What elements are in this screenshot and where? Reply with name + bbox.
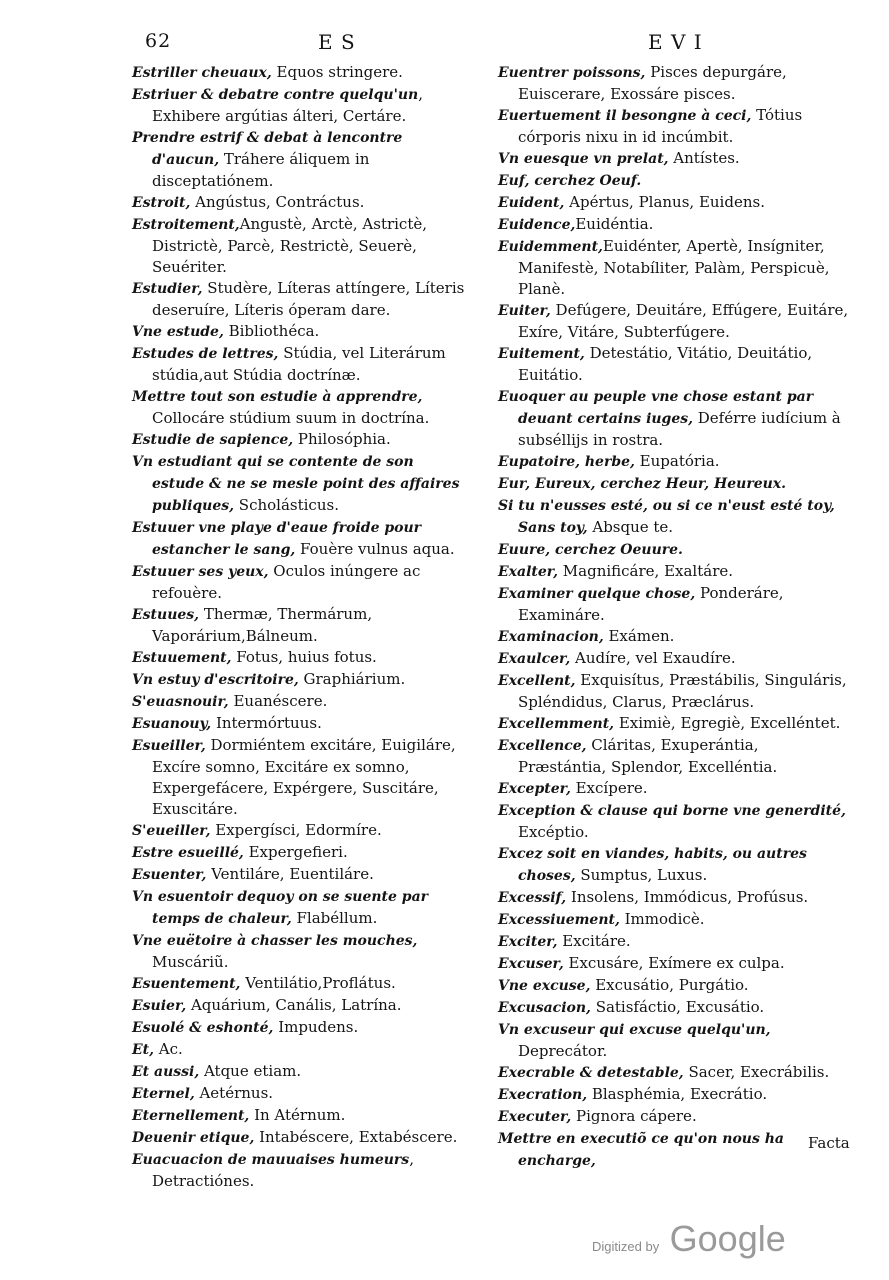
entry-headword: Excuser, — [498, 956, 564, 972]
dictionary-entry — [132, 343, 468, 386]
dictionary-entry — [132, 930, 468, 973]
entry-definition: Atque etiam. — [199, 1062, 302, 1080]
entry-definition: Eximiè, Egregiè, Excelléntet. — [614, 714, 841, 732]
entry-definition: Stúdia, vel Literárum stúdia,aut Stúdia doctrínæ. — [152, 344, 446, 384]
entry-headword: Et, — [132, 1042, 155, 1058]
entry-definition: Exámen. — [603, 627, 675, 645]
entry-headword: Excusacion, — [498, 1000, 591, 1016]
entry-definition: Fotus, huius fotus. — [231, 648, 377, 666]
entry-definition: Aetérnus. — [194, 1084, 274, 1102]
entry-headword: Estriller cheuaux, — [132, 65, 272, 81]
dictionary-entry — [498, 561, 850, 583]
entry-headword: Exciter, — [498, 934, 558, 950]
dictionary-entry — [498, 300, 850, 343]
entry-definition: In Atérnum. — [249, 1106, 346, 1124]
entry-headword: Estuuement, — [132, 650, 232, 666]
dictionary-entry — [498, 1084, 850, 1106]
dictionary-entry — [132, 886, 468, 930]
dictionary-entry — [132, 127, 468, 192]
entry-definition: Intermórtuus. — [211, 714, 322, 732]
entry-definition: Insolens, Immódicus, Profúsus. — [566, 888, 809, 906]
entry-headword: Estroitement, — [132, 217, 240, 233]
entry-headword: Eternellement, — [132, 1108, 250, 1124]
entry-definition: Pignora cápere. — [571, 1107, 697, 1125]
entry-definition: Exquisítus, Præstábilis, Singuláris, Spléndidus, Clarus, Præclárus. — [518, 671, 847, 711]
entry-definition: Equos stringere. — [271, 63, 403, 81]
entry-headword: Excellemment, — [498, 716, 615, 732]
entry-definition: Expergísci, Edormíre. — [210, 821, 382, 839]
entry-headword: Euiter, — [498, 303, 551, 319]
dictionary-entry — [498, 148, 850, 170]
entry-definition: Scholásticus. — [234, 496, 339, 514]
digitized-watermark — [592, 1218, 786, 1260]
entry-headword: Excez soit en viandes, habits, ou autres choses, — [498, 846, 807, 884]
entry-definition: , Exhibere argútias álteri, Certáre. — [152, 85, 423, 125]
left-column — [132, 62, 468, 1192]
dictionary-entry — [132, 691, 468, 713]
entry-definition: Eupatória. — [634, 452, 720, 470]
dictionary-entry — [498, 473, 850, 495]
entry-definition: Flabéllum. — [291, 909, 378, 927]
entry-headword: Estroit, — [132, 195, 191, 211]
dictionary-entry — [498, 735, 850, 778]
entry-definition: Fouère vulnus aqua. — [295, 540, 455, 558]
entry-headword: Vne excuse, — [498, 978, 591, 994]
entry-definition: Thermæ, Thermárum, Vaporárium,Bálneum. — [152, 605, 373, 645]
entry-headword: Euure, cerchez Oeuure. — [498, 542, 683, 558]
entry-headword: S'eueiller, — [132, 823, 211, 839]
dictionary-entry — [132, 62, 468, 84]
entry-headword: Mettre tout son estudie à apprendre, — [132, 389, 423, 405]
catchword: Facta — [808, 1134, 850, 1152]
entry-headword: Euf, cerchez Oeuf. — [498, 173, 642, 189]
dictionary-entry — [132, 713, 468, 735]
entry-headword: Euitement, — [498, 346, 585, 362]
dictionary-entry — [132, 820, 468, 842]
entry-definition: Sumptus, Luxus. — [575, 866, 708, 884]
dictionary-entry — [498, 1019, 850, 1062]
entry-headword: Mettre en executiõ ce qu'on nous ha encharge, — [498, 1131, 784, 1169]
dictionary-entry — [132, 864, 468, 886]
entry-definition: Oculos inúngere ac refouère. — [152, 562, 421, 602]
dictionary-entry — [132, 604, 468, 647]
entry-definition: Cláritas, Exuperántia, Præstántia, Splendor, Excelléntia. — [518, 736, 778, 776]
entry-definition: Magnificáre, Exaltáre. — [558, 562, 734, 580]
entry-definition: Excusáre, Exímere ex culpa. — [563, 954, 785, 972]
dictionary-entry — [132, 1149, 468, 1192]
entry-headword: Euident, — [498, 195, 565, 211]
dictionary-entry — [132, 1083, 468, 1105]
entry-headword: Vn estuy d'escritoire, — [132, 672, 299, 688]
dictionary-entry — [132, 386, 468, 429]
dictionary-entry — [132, 517, 468, 561]
dictionary-entry — [498, 192, 850, 214]
dictionary-entry — [498, 887, 850, 909]
google-logo-text: Google — [669, 1218, 786, 1259]
entry-headword: Exaulcer, — [498, 651, 571, 667]
entry-headword: Excessiuement, — [498, 912, 620, 928]
entry-definition: Defúgere, Deuitáre, Effúgere, Euitáre, Exíre, Vitáre, Subterfúgere. — [518, 301, 849, 341]
entry-headword: S'euasnouir, — [132, 694, 229, 710]
dictionary-entry — [498, 1062, 850, 1084]
dictionary-entry — [132, 973, 468, 995]
entry-headword: Prendre estrif & debat à lencontre d'aucun, — [132, 130, 403, 168]
dictionary-entry — [132, 1039, 468, 1061]
dictionary-entry — [498, 778, 850, 800]
entry-definition: Studère, Líteras attíngere, Líteris deseruíre, Líteris óperam dare. — [152, 279, 465, 319]
entry-headword: Esuenter, — [132, 867, 207, 883]
entry-headword: Estudie de sapience, — [132, 432, 294, 448]
dictionary-entry — [498, 931, 850, 953]
entry-headword: Vn estudiant qui se contente de son estude & ne se mesle point des affaires publiques, — [132, 454, 460, 514]
dictionary-entry — [498, 648, 850, 670]
dictionary-entry — [132, 1061, 468, 1083]
dictionary-entry — [498, 539, 850, 561]
entry-headword: Euidemment, — [498, 239, 603, 255]
entry-definition: Muscáriũ. — [152, 953, 229, 971]
dictionary-entry — [132, 321, 468, 343]
dictionary-entry — [498, 800, 850, 843]
dictionary-entry — [132, 669, 468, 691]
right-column — [498, 62, 850, 1172]
dictionary-entry — [498, 953, 850, 975]
entry-headword: Vn excuseur qui excuse quelqu'un, — [498, 1022, 771, 1038]
entry-headword: Eur, Eureux, cerchez Heur, Heureux. — [498, 476, 787, 492]
dictionary-entry — [132, 429, 468, 451]
entry-definition: Angustè, Arctè, Astrictè, Districtè, Parcè, Restrictè, Seuerè, Seuériter. — [152, 215, 428, 276]
entry-headword: Eupatoire, herbe, — [498, 454, 635, 470]
entry-headword: Esuanouy, — [132, 716, 212, 732]
entry-headword: Excellence, — [498, 738, 587, 754]
entry-definition: Angústus, Contráctus. — [190, 193, 365, 211]
entry-definition: Euanéscere. — [228, 692, 328, 710]
entry-headword: Estre esueillé, — [132, 845, 244, 861]
entry-definition: Excéptio. — [518, 823, 589, 841]
entry-definition: Ventiláre, Euentiláre. — [206, 865, 374, 883]
entry-definition: Ponderáre, Examináre. — [518, 584, 784, 624]
dictionary-entry — [498, 451, 850, 473]
entry-headword: Examiner quelque chose, — [498, 586, 696, 602]
entry-headword: Vn euesque vn prelat, — [498, 151, 669, 167]
entry-definition: Deférre iudícium à subséllijs in rostra. — [518, 409, 841, 449]
entry-headword: Esuolé & eshonté, — [132, 1020, 274, 1036]
entry-headword: Execrable & detestable, — [498, 1065, 684, 1081]
dictionary-entry — [498, 713, 850, 735]
dictionary-entry — [498, 997, 850, 1019]
entry-definition: Satisfáctio, Excusátio. — [590, 998, 765, 1016]
entry-headword: Estuuer ses yeux, — [132, 564, 269, 580]
entry-definition: Pisces depurgáre, Euiscerare, Exossáre pisces. — [518, 63, 787, 103]
entry-headword: Esuier, — [132, 998, 187, 1014]
entry-definition: Deprecátor. — [518, 1042, 608, 1060]
entry-definition: Apértus, Planus, Euidens. — [564, 193, 765, 211]
entry-definition: Immodicè. — [619, 910, 705, 928]
entry-definition: Antístes. — [668, 149, 740, 167]
dictionary-entry — [132, 278, 468, 321]
dictionary-entry — [498, 583, 850, 626]
entry-definition: Tótius córporis nixu in id incúmbit. — [518, 106, 803, 146]
entry-headword: Estudes de lettres, — [132, 346, 279, 362]
dictionary-entry — [498, 62, 850, 105]
entry-headword: Vn esuentoir dequoy on se suente par temps de chaleur, — [132, 889, 429, 927]
dictionary-entry — [132, 192, 468, 214]
entry-headword: Examinacion, — [498, 629, 604, 645]
entry-definition: Expergefieri. — [243, 843, 348, 861]
entry-headword: Excepter, — [498, 781, 571, 797]
entry-definition: Intabéscere, Extabéscere. — [254, 1128, 458, 1146]
dictionary-entry — [132, 84, 468, 127]
entry-headword: Execration, — [498, 1087, 588, 1103]
entry-headword: Vne estude, — [132, 324, 224, 340]
entry-definition: Aquárium, Canális, Latrína. — [186, 996, 402, 1014]
dictionary-entry — [498, 909, 850, 931]
entry-headword: Estuues, — [132, 607, 200, 623]
entry-definition: Bibliothéca. — [223, 322, 320, 340]
entry-definition: Excusátio, Purgátio. — [590, 976, 749, 994]
dictionary-entry — [498, 170, 850, 192]
entry-headword: Executer, — [498, 1109, 572, 1125]
dictionary-entry — [132, 995, 468, 1017]
entry-definition: Dormiéntem excitáre, Euigiláre, Excíre somno, Excitáre ex somno, Expergefácere, Expérgere, Suscitáre, Exuscitáre. — [152, 736, 456, 818]
dictionary-entry — [132, 1127, 468, 1149]
entry-headword: Euacuacion de mauuaises humeurs — [132, 1152, 410, 1168]
dictionary-entry — [132, 214, 468, 278]
dictionary-entry — [132, 561, 468, 604]
entry-headword: Et aussi, — [132, 1064, 200, 1080]
entry-definition: Detestátio, Vitátio, Deuitátio, Euitátio. — [518, 344, 813, 384]
entry-headword: Vne euëtoire à chasser les mouches, — [132, 933, 418, 949]
entry-definition: Graphiárium. — [298, 670, 406, 688]
entry-headword: Eternel, — [132, 1086, 195, 1102]
entry-definition: Impudens. — [273, 1018, 359, 1036]
entry-definition: Euidénter, Apertè, Insígniter, Manifestè, Notabíliter, Palàm, Perspicuè, Planè. — [518, 237, 830, 298]
page-number: 62 — [145, 30, 172, 52]
dictionary-entry — [498, 1106, 850, 1128]
entry-headword: Euidence, — [498, 217, 576, 233]
entry-headword: Euoquer au peuple vne chose estant par deuant certains iuges, — [498, 389, 814, 427]
entry-definition: , Detractiónes. — [152, 1150, 414, 1190]
entry-definition: Philosóphia. — [293, 430, 391, 448]
entry-headword: Esuentement, — [132, 976, 241, 992]
entry-definition: Ventilátio,Proflátus. — [240, 974, 396, 992]
dictionary-entry — [132, 451, 468, 517]
dictionary-entry — [498, 1128, 850, 1172]
entry-definition: Collocáre stúdium suum in doctrína. — [152, 409, 430, 427]
entry-definition: Audíre, vel Exaudíre. — [570, 649, 736, 667]
entry-headword: Exalter, — [498, 564, 559, 580]
entry-definition: Ac. — [154, 1040, 183, 1058]
entry-headword: Si tu n'eusses esté, ou si ce n'eust esté toy, Sans toy, — [498, 498, 835, 536]
entry-headword: Excessif, — [498, 890, 567, 906]
entry-headword: Excellent, — [498, 673, 576, 689]
dictionary-entry — [132, 842, 468, 864]
entry-definition: Sacer, Execrábilis. — [683, 1063, 830, 1081]
dictionary-entry — [498, 386, 850, 451]
entry-definition: Blasphémia, Execrátio. — [587, 1085, 768, 1103]
dictionary-entry — [498, 105, 850, 148]
entry-headword: Euertuement il besongne à ceci, — [498, 108, 752, 124]
watermark-small-text: Digitized by — [592, 1239, 660, 1254]
dictionary-entry — [498, 236, 850, 300]
dictionary-entry — [132, 735, 468, 820]
dictionary-entry — [498, 214, 850, 236]
entry-definition: Excípere. — [570, 779, 648, 797]
left-running-head: E S — [318, 30, 356, 54]
dictionary-entry — [498, 975, 850, 997]
entry-headword: Deuenir etique, — [132, 1130, 255, 1146]
entry-headword: Exception & clause qui borne vne generdité, — [498, 803, 846, 819]
entry-headword: Estudier, — [132, 281, 203, 297]
dictionary-entry — [132, 1105, 468, 1127]
dictionary-entry — [498, 343, 850, 386]
dictionary-entry — [498, 670, 850, 713]
dictionary-entry — [498, 843, 850, 887]
entry-headword: Euentrer poissons, — [498, 65, 646, 81]
dictionary-entry — [498, 626, 850, 648]
entry-definition: Tráhere áliquem in disceptatiónem. — [152, 150, 370, 190]
entry-definition: Euidéntia. — [575, 215, 654, 233]
right-running-head: E V I — [648, 30, 703, 54]
entry-headword: Estuuer vne playe d'eaue froide pour estancher le sang, — [132, 520, 422, 558]
entry-headword: Esueiller, — [132, 738, 206, 754]
entry-definition: Excitáre. — [557, 932, 631, 950]
dictionary-entry — [498, 495, 850, 539]
entry-definition: Absque te. — [587, 518, 674, 536]
dictionary-entry — [132, 1017, 468, 1039]
dictionary-entry — [132, 647, 468, 669]
entry-headword: Estriuer & debatre contre quelqu'un — [132, 87, 419, 103]
